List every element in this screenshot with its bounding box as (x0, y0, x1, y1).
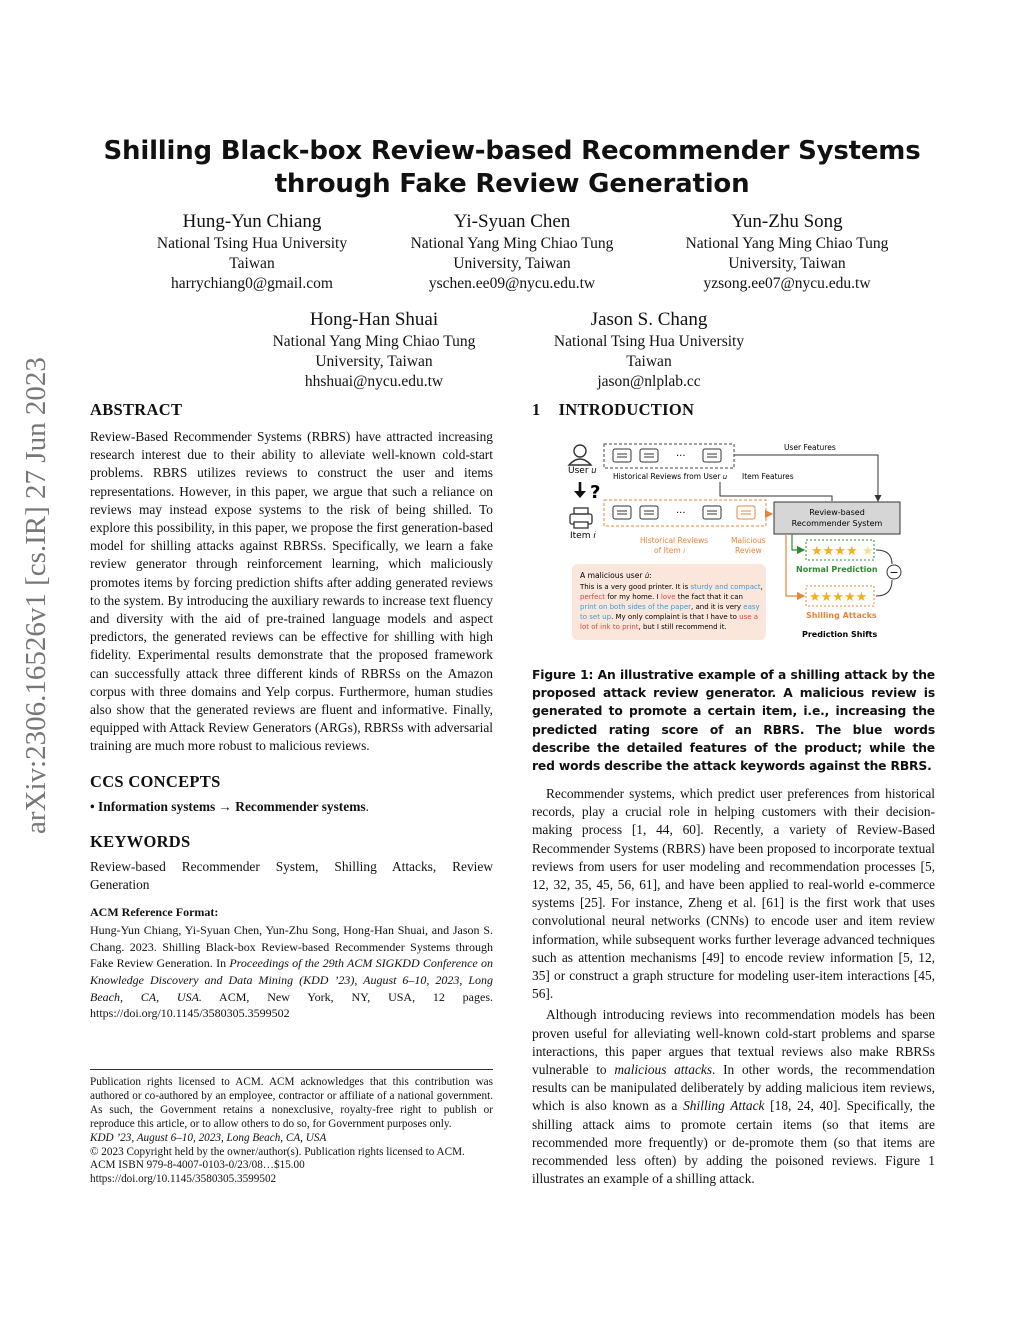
user-history-label: Historical Reviews from User 𝑢 (613, 472, 727, 481)
ccs-concepts (90, 798, 493, 816)
item-features-label: Item Features (742, 472, 794, 481)
intro-text: . In other words, the recommendation results can be manipulated deliberately by adding malicious item reviews, which is also known as a (532, 1062, 935, 1114)
abstract-heading: ABSTRACT (90, 400, 183, 419)
author-affiliation: National Yang Ming Chiao Tung (272, 333, 476, 350)
author-affiliation: Taiwan (229, 255, 275, 272)
ccs-tail: . (365, 798, 369, 814)
keywords-text: Review-based Recommender System, Shilling Attacks, Review Generation (90, 858, 493, 893)
intro-emphasis: malicious attacks (614, 1062, 713, 1078)
malicious-review-icon (737, 506, 755, 519)
footnote-doi[interactable]: https://doi.org/10.1145/3580305.3599502 (90, 1173, 277, 1186)
ccs-item: • Information systems (90, 798, 216, 814)
review-line: This is a very good printer. It is sturdy and compact, (580, 583, 763, 591)
footnote-conference: KDD ’23, August 6–10, 2023, Long Beach, CA, USA (90, 1131, 327, 1144)
arxiv-identifier[interactable]: arXiv:2306.16526v1 [cs.IR] 27 Jun 2023 (20, 357, 52, 834)
figure-1-diagram (560, 438, 930, 648)
acm-ref-heading: ACM Reference Format: (90, 905, 219, 920)
rbrs-box (774, 502, 900, 534)
author-block (234, 308, 514, 392)
review-icon (613, 449, 631, 462)
acm-ref-text (90, 922, 493, 1022)
malicious-review-label: Review (735, 546, 762, 555)
half-star-icon: ★ (862, 544, 874, 559)
malicious-review-label: Malicious (731, 536, 766, 545)
author-affiliation: University, Taiwan (728, 255, 846, 272)
review-line: to set up. My only complaint is that I have to use a (580, 613, 759, 621)
intro-paragraph: Recommender systems, which predict user preferences from historical records, play a crucial role in helping customers with their decision-making process [1, 44, 60]. Recently, a variety of Review-Based Recommender Systems (RBRS) have been proposed to incorporate textual reviews from users for user modeling and recommendation processes [5, 12, 32, 35, 45, 56, 61], and have been applied to real-world e-commerce systems [25]. For instance, Zheng et al. [61] is the first work that uses convolutional neural networks (CNNs) to encode user and item review information, while subsequent works further leverage advanced techniques such as attention mechanisms [49] to encode review information [5, 12, 35] or construct a graph structure for modeling user-item interactions [45, 56]. (532, 786, 935, 1002)
abstract-text: Review-Based Recommender Systems (RBRS) have attracted increasing research interest due to their ability to alleviate well-known cold-start problems. RBRS utilizes reviews to construct the user and items representations. However, in this paper, we argue that such a reliance on reviews may instead expose systems to the risk of being shilled. To explore this possibility, in this paper, we propose the first generation-based model for shilling attacks against RBRSs. Specifically, we learn a fake review generator through reinforcement learning, which maliciously promotes items by forcing prediction shifts after adding generated reviews to the system. By introducing the auxiliary rewards to increase text fluency and diversity with the aid of pre-trained language models and aspect predictors, the generated reviews can be effective for shilling with high fidelity. Experimental results demonstrate that the proposed framework can successfully attack three different kinds of RBRSs on the Amazon corpus with three domains and Yelp corpus. Furthermore, human studies also show that the generated reviews are fluent and informative. Finally, equipped with Attack Review Generators (ARGs), RBRSs with adversarial training are much more robust to malicious reviews. (90, 429, 493, 754)
intro-body (532, 785, 935, 1188)
ccs-arrow: → (215, 798, 236, 814)
shilling-attacks-label: Shilling Attacks (806, 611, 877, 620)
acm-ref-lead: Hung-Yun Chiang, Yi-Syuan Chen, Yun-Zhu Song, Hong-Han Shuai, and Jason S. Chang. 2023. Shilling Black-box Review-based Recommender Systems through Fake Review Generation. In (90, 923, 493, 971)
author-affiliation: National Tsing Hua University (156, 235, 348, 252)
author-name: Yun-Zhu Song (731, 211, 843, 232)
down-arrow-icon (574, 482, 586, 498)
author-name: Yi-Syuan Chen (453, 211, 571, 232)
author-affiliation: National Yang Ming Chiao Tung (410, 235, 614, 252)
author-block (112, 210, 392, 294)
review-line: print on both sides of the paper, and it is very easy (580, 603, 760, 611)
author-name: Hong-Han Shuai (309, 309, 439, 330)
item-history-label: Historical Reviews (640, 536, 709, 545)
left-column (90, 400, 493, 1022)
author-affiliation: University, Taiwan (315, 353, 433, 370)
review-icon (703, 449, 721, 462)
acm-ref-tail: ACM, New York, NY, USA, 12 pages. https://doi.org/10.1145/3580305.3599502 (90, 989, 494, 1021)
review-icon (640, 506, 658, 519)
ccs-heading: CCS CONCEPTS (90, 771, 221, 791)
normal-prediction-label: Normal Prediction (796, 565, 878, 574)
intro-heading-number: 1 (532, 400, 541, 419)
minus-sign: − (889, 566, 899, 579)
question-mark: ? (590, 482, 601, 503)
author-email: yzsong.ee07@nycu.edu.tw (703, 275, 871, 292)
item-label: Item 𝑖 (570, 531, 596, 541)
figure-caption: Figure 1: An illustrative example of a shilling attack by the proposed attack review generator. A malicious review is generated to promote a certain item, i.e., increasing the predicted rating score of an RBRS. The blue words describe the detailed features of the product; while the red words describe the attack keywords against the RBRS. (532, 668, 935, 774)
intro-text: [18, 24, 40]. Specifically, the shilling attack aims to promote certain items (so that items are recommended more frequently) or de-promote them (so that items are recommended less often) by adding the poisoned reviews. Figure 1 illustrates an example of a shilling attack. (532, 1098, 935, 1187)
user-icon (569, 445, 591, 465)
author-email: hhshuai@nycu.edu.tw (304, 373, 444, 390)
keywords-heading: KEYWORDS (90, 831, 191, 851)
footnote-isbn: ACM ISBN 979-8-4007-0103-0/23/08…$15.00 (90, 1159, 305, 1172)
normal-rating-stars: ★★★★ (811, 544, 858, 559)
item-features-line (720, 482, 832, 501)
review-line: lot of ink to print, but I still recommend it. (580, 623, 727, 631)
shilling-rating-stars: ★★★★★ (809, 590, 868, 605)
intro-emphasis: Shilling Attack (683, 1098, 765, 1114)
ccs-item: Recommender systems (235, 798, 366, 814)
normal-output-arrow (792, 534, 804, 550)
user-features-label: User Features (784, 443, 836, 452)
malicious-user-label: A malicious user 𝑢̂: (580, 571, 652, 580)
intro-paragraph (532, 1006, 935, 1188)
intro-heading-text: INTRODUCTION (558, 400, 695, 419)
author-affiliation: National Tsing Hua University (553, 333, 745, 350)
item-history-label: of Item 𝑖 (654, 546, 686, 555)
footnote-copyright: © 2023 Copyright held by the owner/author(s). Publication rights licensed to ACM. (90, 1145, 465, 1158)
review-icon (703, 506, 721, 519)
author-name: Hung-Yun Chiang (182, 211, 322, 232)
author-block (509, 308, 789, 392)
user-label: User 𝑢 (568, 466, 597, 476)
author-name: Jason S. Chang (590, 309, 708, 330)
author-affiliation: University, Taiwan (453, 255, 571, 272)
paper-title: Shilling Black-box Review-based Recommender Systems through Fake Review Generation (103, 136, 921, 199)
rbrs-label: Recommender System (791, 519, 883, 528)
review-icon (613, 506, 631, 519)
ellipsis: ··· (676, 451, 686, 462)
prediction-shifts-label: Prediction Shifts (802, 630, 878, 639)
author-email: jason@nlplab.cc (597, 373, 701, 390)
author-affiliation: Taiwan (626, 353, 672, 370)
author-affiliation: National Yang Ming Chiao Tung (685, 235, 889, 252)
review-icon (640, 449, 658, 462)
author-block (647, 210, 927, 294)
rbrs-label: Review-based (809, 508, 865, 517)
author-block (372, 210, 652, 294)
ellipsis: ··· (676, 508, 686, 519)
intro-text: Although introducing reviews into recommendation models has been proven useful for alleviating well-known cold-start problems and sparse interactions, this paper argues that textual reviews also make RBRSs vulnerable to (532, 1007, 935, 1078)
footnote (90, 1076, 493, 1187)
footnote-rule (90, 1069, 493, 1070)
acm-ref-venue: Proceedings of the 29th ACM SIGKDD Conference on Knowledge Discovery and Data Mining (KDD ’23), August 6–10, 2023, Long Beach, CA, USA. (90, 956, 493, 1004)
footnote-rights: Publication rights licensed to ACM. ACM acknowledges that this contribution was authored or co-authored by an employee, contractor or affiliate of a national government. As such, the Government retains a nonexclusive, royalty-free right to publish or reproduce this article, or to allow others to do so, for Government purposes only. (90, 1076, 493, 1130)
author-email: yschen.ee09@nycu.edu.tw (428, 275, 596, 292)
intro-heading (532, 400, 694, 420)
review-line: perfect for my home. I love the fact that it can (580, 593, 743, 601)
author-email: harrychiang0@gmail.com (171, 275, 333, 292)
printer-icon (570, 508, 592, 528)
